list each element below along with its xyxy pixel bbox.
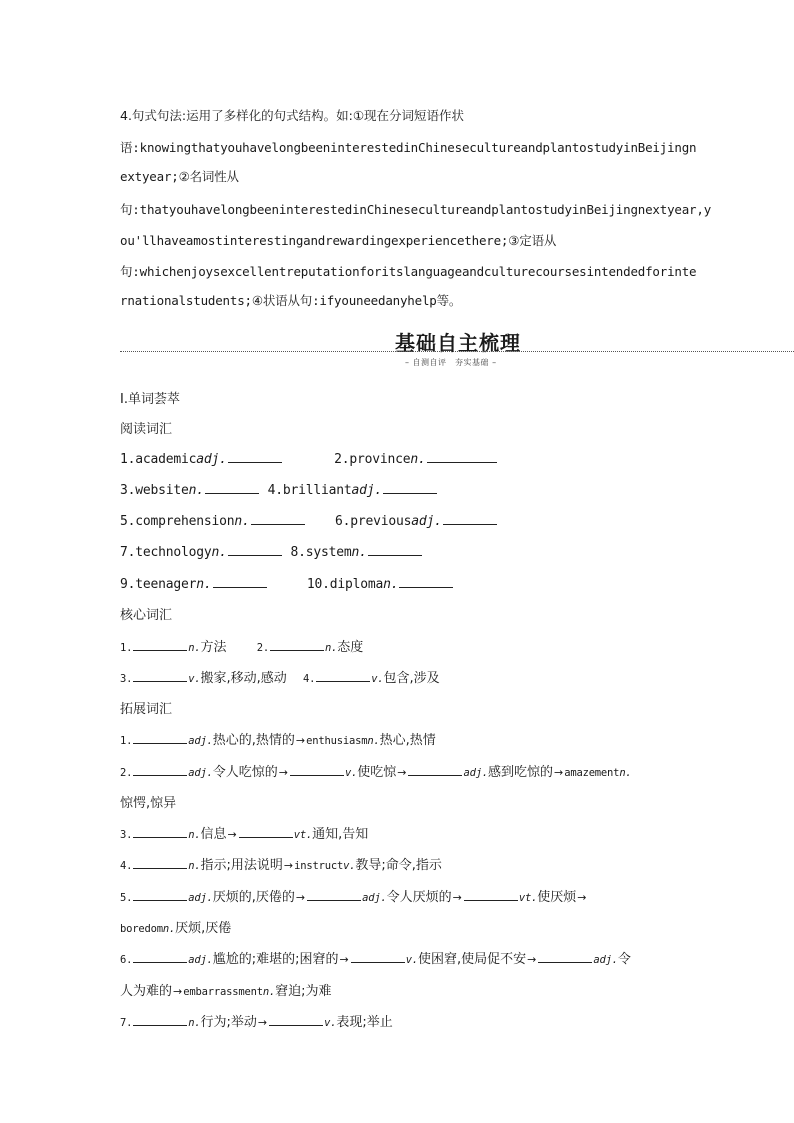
section-title: 基础自主梳理 xyxy=(395,331,521,355)
core-item-3: 3. v.搬家,移动,感动 xyxy=(120,671,287,686)
core-item-2: 2. n.态度 xyxy=(256,640,364,655)
arrow-icon: → xyxy=(295,891,306,904)
answer-blank[interactable] xyxy=(399,575,453,588)
reading-row-4 xyxy=(120,543,423,560)
answer-blank[interactable] xyxy=(316,669,370,682)
answer-blank[interactable] xyxy=(270,638,324,651)
extend-heading: 拓展词汇 xyxy=(120,702,173,717)
extend-item-4: 4. n.指示;用法说明→instructv.教导;命令,指示 xyxy=(120,858,442,873)
reading-item-6: 6.previousadj. xyxy=(335,514,498,529)
extend-item-5: 5. adj.厌烦的,厌倦的→ adj.令人厌烦的→ vt.使厌烦→ xyxy=(120,890,587,905)
reading-heading: 阅读词汇 xyxy=(120,422,173,437)
reading-row-5 xyxy=(120,575,454,592)
core-heading: 核心词汇 xyxy=(120,608,173,623)
core-row-1 xyxy=(120,636,363,655)
answer-blank[interactable] xyxy=(205,481,259,494)
answer-blank[interactable] xyxy=(427,450,497,463)
extend-item-2: 2. adj.令人吃惊的→ v.使吃惊→ adj.感到吃惊的→amazementn. xyxy=(120,765,632,780)
arrow-icon: → xyxy=(227,828,237,841)
intro-line-7: rnationalstudents;④状语从句:ifyouneedanyhelp等。 xyxy=(120,293,462,308)
answer-blank[interactable] xyxy=(351,950,405,963)
arrow-icon: → xyxy=(397,766,407,779)
extend-item-6: 6. adj.尴尬的;难堪的;困窘的→ v.使困窘,使局促不安→ adj.令 xyxy=(120,952,631,967)
arrow-icon: → xyxy=(173,985,183,998)
answer-blank[interactable] xyxy=(133,763,187,776)
reading-item-4: 4.brilliantadj. xyxy=(268,483,438,498)
reading-item-3: 3.websiten. xyxy=(120,483,260,498)
section-divider xyxy=(120,351,794,352)
answer-blank[interactable] xyxy=(213,575,267,588)
answer-blank[interactable] xyxy=(133,825,187,838)
intro-line-6: 句:whichenjoysexcellentreputationforitslanguageandculturecoursesintendedforinte xyxy=(120,264,697,279)
section-subtitle: – 自测自评 夯实基础 – xyxy=(405,358,497,367)
answer-blank[interactable] xyxy=(133,950,187,963)
reading-item-2: 2.provincen. xyxy=(334,452,498,467)
reading-item-7: 7.technologyn. xyxy=(120,545,283,560)
answer-blank[interactable] xyxy=(383,481,437,494)
reading-item-5: 5.comprehensionn. xyxy=(120,514,306,529)
arrow-icon: → xyxy=(527,953,537,966)
reading-row-1 xyxy=(120,450,498,467)
answer-blank[interactable] xyxy=(368,543,422,556)
answer-blank[interactable] xyxy=(443,512,497,525)
core-item-1: 1. n.方法 xyxy=(120,640,227,655)
extend-item-6-cont: 人为难的→embarrassmentn.窘迫;为难 xyxy=(120,984,332,999)
intro-line-2: 语:knowingthatyouhavelongbeeninterestedinChinesecultureandplantostudyinBeijingn xyxy=(120,140,697,155)
answer-blank[interactable] xyxy=(133,1013,187,1026)
answer-blank[interactable] xyxy=(228,450,282,463)
intro-line-5: ou'llhaveamostinterestingandrewardingexperiencethere;③定语从 xyxy=(120,233,557,248)
reading-row-3 xyxy=(120,512,498,529)
answer-blank[interactable] xyxy=(228,543,282,556)
part1-title: Ⅰ.单词荟萃 xyxy=(120,392,180,407)
answer-blank[interactable] xyxy=(239,825,293,838)
arrow-icon: → xyxy=(577,891,587,904)
extend-item-1: 1. adj.热心的,热情的→enthusiasmn.热心,热情 xyxy=(120,733,436,748)
core-item-4: 4. v.包含,涉及 xyxy=(303,671,440,686)
reading-item-9: 9.teenagern. xyxy=(120,577,268,592)
answer-blank[interactable] xyxy=(538,950,592,963)
core-row-2 xyxy=(120,667,440,686)
reading-item-10: 10.diploman. xyxy=(307,577,455,592)
answer-blank[interactable] xyxy=(269,1013,323,1026)
reading-row-2 xyxy=(120,481,438,498)
arrow-icon: → xyxy=(339,953,349,966)
intro-line-4: 句:thatyouhavelongbeeninterestedinChinesecultureandplantostudyinBeijingnextyear,y xyxy=(120,202,712,217)
answer-blank[interactable] xyxy=(464,888,518,901)
arrow-icon: → xyxy=(278,766,288,779)
answer-blank[interactable] xyxy=(307,888,361,901)
arrow-icon: → xyxy=(452,891,462,904)
reading-item-8: 8.systemn. xyxy=(290,545,422,560)
answer-blank[interactable] xyxy=(133,731,187,744)
answer-blank[interactable] xyxy=(133,888,187,901)
arrow-icon: → xyxy=(283,859,294,872)
arrow-icon: → xyxy=(295,734,306,747)
reading-item-1: 1.academicadj. xyxy=(120,452,283,467)
arrow-icon: → xyxy=(257,1016,268,1029)
answer-blank[interactable] xyxy=(408,763,462,776)
answer-blank[interactable] xyxy=(290,763,344,776)
answer-blank[interactable] xyxy=(251,512,305,525)
section-header xyxy=(120,327,794,367)
answer-blank[interactable] xyxy=(133,638,187,651)
answer-blank[interactable] xyxy=(133,856,187,869)
intro-line-3: extyear;②名词性从 xyxy=(120,169,239,184)
extend-item-3: 3. n.信息→ vt.通知,告知 xyxy=(120,827,369,842)
answer-blank[interactable] xyxy=(133,669,187,682)
extend-item-7: 7. n.行为;举动→ v.表现;举止 xyxy=(120,1015,393,1030)
arrow-icon: → xyxy=(553,766,564,779)
intro-line-1: 4.句式句法:运用了多样化的句式结构。如:①现在分词短语作状 xyxy=(120,108,465,123)
extend-item-2-cont: 惊愕,惊异 xyxy=(120,796,177,811)
extend-item-5-cont: boredomn.厌烦,厌倦 xyxy=(120,921,232,936)
